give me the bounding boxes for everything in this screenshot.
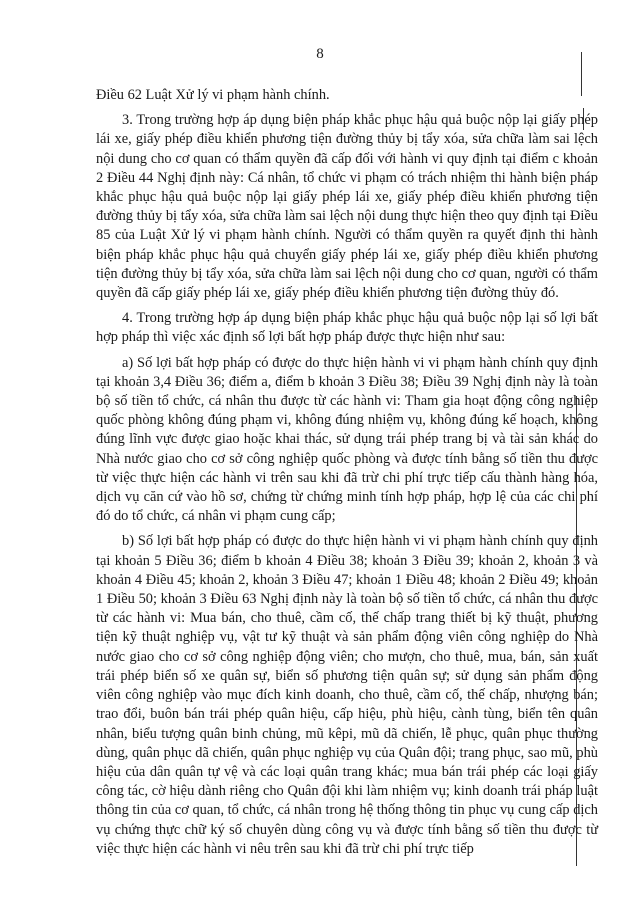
paragraph-intro: Điều 62 Luật Xử lý vi phạm hành chính. [96,87,330,103]
page-number: 8 [316,46,324,62]
paragraph-point-a: a) Số lợi bất hợp pháp có được do thực hiện hành vi vi phạm hành chính quy định tại khoản 3,4 Điều 36; điểm a, điểm b khoản 3 Điều 38; Điều 39 Nghị định này là toàn bộ số tiền tổ chức, cá nhân thu được từ các hành vi: Tham gia hoạt động công nghiệp quốc phòng không đúng phạm vi, không đúng nhiệm vụ, không đúng kế hoạch, không đúng lĩnh vực được giao hoặc khai thác, sử dụng trái phép trang bị và tài sản khác do Nhà nước giao cho cơ sở công nghiệp quốc phòng và được tính bằng số tiền thu được từ việc thực hiện các hành vi trên sau khi đã trừ chi phí trực tiếp cấu thành hàng hóa, dịch vụ căn cứ vào hồ sơ, chứng từ chứng minh tính hợp pháp, hợp lệ của các chi phí đó do tổ chức, cá nhân vi phạm cung cấp; [96,354,598,525]
paragraph-point-b: b) Số lợi bất hợp pháp có được do thực hiện hành vi vi phạm hành chính quy định tại khoản 5 Điều 36; điểm b khoản 4 Điều 38; khoản 3 Điều 39; khoản 2, khoản 3 và khoản 4 Điều 45; khoản 2, khoản 3 Điều 47; khoản 1 Điều 48; khoản 2 Điều 49; khoản 1 Điều 50; khoản 3 Điều 63 Nghị định này là toàn bộ số tiền tổ chức, cá nhân thu được từ các hành vi: Mua bán, cho thuê, cầm cố, thế chấp trang thiết bị kỹ thuật, phương tiện kỹ thuật nghiệp vụ, vật tư kỹ thuật và sản phẩm động viên công nghiệp do Nhà nước giao cho cơ sở công nghiệp động viên; cho mượn, cho thuê, mua, bán, sản xuất trái phép biển số xe quân sự, biển số phương tiện quân sự; sử dụng sản phẩm động viên công nghiệp vào mục đích kinh doanh, cho thuê, cầm cố, thế chấp, nhượng bán; trao đổi, buôn bán trái phép quân hiệu, cấp hiệu, phù hiệu, cành tùng, biển tên quân nhân, biểu tượng quân binh chủng, mũ kêpi, mũ dã chiến, lễ phục, quân phục thường dùng, quân phục dã chiến, quân phục nghiệp vụ của Quân đội; trang phục, sao mũ, phù hiệu của dân quân tự vệ và các loại quân trang khác; mua bán trái phép các loại giấy công tác, cờ hiệu dành riêng cho Quân đội khi làm nhiệm vụ; kinh doanh trái pháp luật thông tin của cơ quan, tổ chức, cá nhân trong hệ thống thông tin phục vụ cung cấp dịch vụ chứng thực chữ ký số chuyên dùng công vụ và được tính bằng số tiền thu được từ việc thực hiện các hành vi nêu trên sau khi đã trừ chi phí trực tiếp [96,533,598,857]
paragraph-clause-4: 4. Trong trường hợp áp dụng biện pháp khắc phục hậu quả buộc nộp lại số lợi bất hợp pháp thì việc xác định số lợi bất hợp pháp được thực hiện như sau: [96,310,598,346]
document-body [96,86,598,859]
paragraph-clause-3: 3. Trong trường hợp áp dụng biện pháp khắc phục hậu quả buộc nộp lại giấy phép lái xe, giấy phép điều khiển phương tiện đường thủy bị tẩy xóa, sửa chữa làm sai lệch nội dung cho cơ quan có thẩm quyền đã cấp đối với hành vi quy định tại điểm c khoản 2 Điều 44 Nghị định này: Cá nhân, tổ chức vi phạm có trách nhiệm thi hành biện pháp khắc phục hậu quả buộc nộp lại giấy phép lái xe, giấy phép điều khiển phương tiện đường thủy bị tẩy xóa, sửa chữa làm sai lệch nội dung thực hiện theo quy định tại Điều 85 của Luật Xử lý vi phạm hành chính. Người có thẩm quyền ra quyết định thi hành biện pháp khắc phục hậu quả chuyển giấy phép lái xe, giấy phép điều khiển phương tiện đường thủy bị tẩy xóa, sửa chữa làm sai lệch nội dung cho cơ quan, người có thẩm quyền đã cấp giấy phép lái xe, giấy phép điều khiển phương tiện đường thủy đó. [96,112,598,302]
